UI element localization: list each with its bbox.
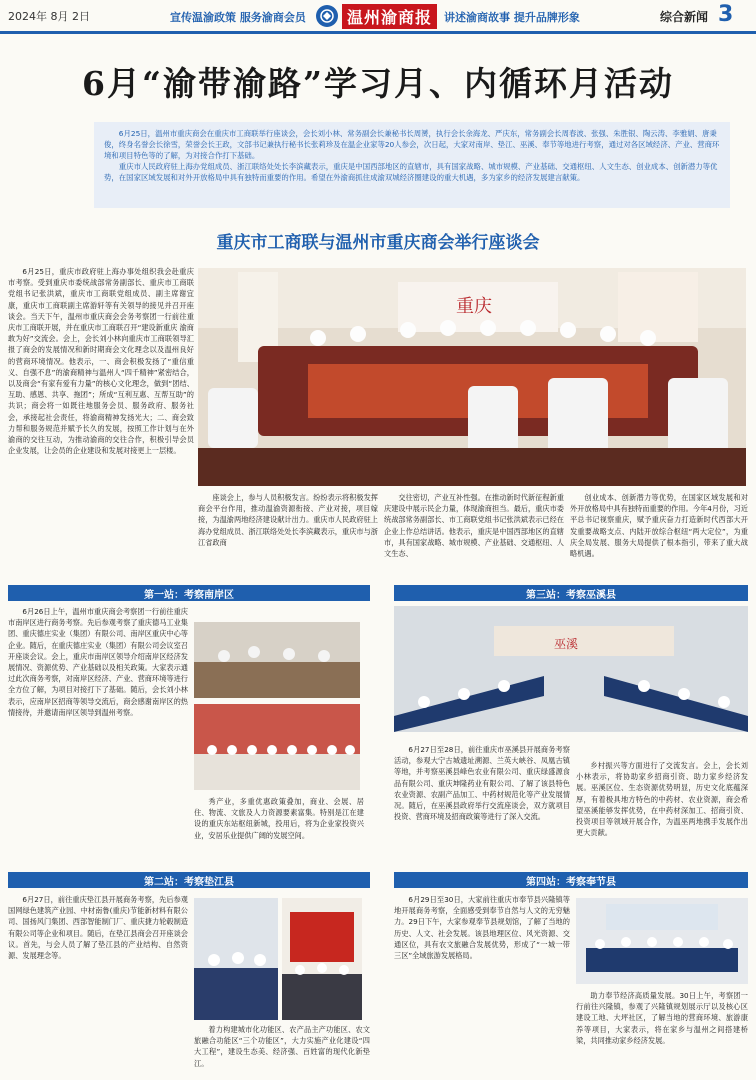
svg-text:重庆: 重庆 — [456, 296, 492, 317]
station-4-text-2 — [576, 990, 748, 1076]
station-2-header: 第二站：考察垫江县 — [8, 872, 370, 888]
station-1-text-2 — [194, 796, 364, 868]
station-4-text — [394, 894, 570, 1076]
article-subtitle: 重庆市工商联与温州市重庆商会举行座谈会 — [216, 233, 540, 253]
station-2-photo-left — [194, 898, 278, 1020]
station-3-text-2 — [576, 760, 748, 868]
logo-text: 温州渝商报 — [342, 4, 437, 29]
station-4-paragraph: 6月29日至30日，大家前往重庆市奉节县兴隆镇等地开展商务考察，全面感受到奉节自然与人文的无穷魅力。29日下午，大家参观奉节县规划馆，了解了当地的历史、人文、社会发展。该县地理区位、风光资源、交通区位，具有农文旅融合发展优势，形成了“一城一带三区”全域旅游发展格局。 — [394, 895, 570, 961]
intro-box — [94, 122, 730, 208]
station-3-photo — [394, 606, 748, 732]
section-name: 综合新闻 — [660, 10, 709, 24]
meeting-photo-main — [198, 268, 746, 486]
article-text-left: 6月25日，重庆市政府驻上海办事处组织我会赴重庆市考察。受到重庆市委统战部常务副部长、重庆市工商联党组书记张洪斌，重庆市工商联党组成员、副主席谢宜康，重庆市工商联副主席游轩等有关领导的接见并召开座谈会。当天下午，温州市重庆商会会务考察团一行前往重庆市工商联开展，并在重庆市工商联召开“建设新重庆 渝商敢为好”交流会。会上，会长刘小林向重庆市工商联领导汇报了商会的发展情况和新时期商会文化理念以及温州良好的营商环境情况。他表示，一、商会积极发扬了“重信重义、自强不息”的渝商精神与温州人“四千精神”紧密结合，以及商会“有家有爱有力量”的核心文化理念，做到“团结、互助、感恩、共享、拖团”；所成“互利互惠、互帮互助”的共识；商会将一如既往地服务会员、服务政府、服务社会，承接起社会责任，将渝商精神发扬光大；二、商会致力帮和服务规范并赋予长久的发展，按照工作计划与在外渝商的交往互动，为推动渝商的交往合作，积极引导会员企业发展，让会员的企业建设和发展对接更上一层楼。 — [8, 267, 194, 456]
station-1-photo-bottom — [194, 704, 360, 790]
page-number: 3 — [718, 2, 734, 27]
main-headline: 6月“渝带渝路”学习月、内循环月活动 — [82, 64, 674, 103]
issue-date: 2024年 8月 2日 — [8, 10, 90, 23]
article-text-b3: 创业成本、创新潜力等优势，在国家区域发展和对外开放格局中具有独特而重要的作用。今年4月份，习近平总书记视察重庆，赋予重庆奋力打造新时代西部大开发重要战略支点、内陆开放综合枢纽“两大定位”，为重庆全局发展、服务大局提供了根本指引，带来了重大战略机遇。 — [570, 493, 748, 559]
article-text-b1: 座谈会上，参与人员积极发言。纷纷表示将积极发挥商会平台作用，推动温渝资源衔接、产业对接，项目嫁接，为温渝两地经济建设献计出力。重庆市人民政府驻上海办党组成员、浙江联络处处长李滨藏表示，重庆市与浙江省政商 — [198, 493, 378, 547]
article-column-b1 — [198, 492, 378, 572]
station-2-paragraph: 6月27日，前往重庆垫江县开展商务考察，先后参观国网绿色建筑产业园、中材南鲁(重庆)节能新材料有限公司、国扬风门集团、西部智能制门厂、重庆捷力轮毂制造有限公司等企业和项目。随后，在垫江县商会召开座谈会议。首先，与会人员了解了垫江县的产业结构、自然资源、发展理念等。 — [8, 895, 188, 961]
station-3-text — [394, 744, 570, 868]
masthead — [0, 0, 756, 34]
station-2-photo-right — [282, 898, 362, 1020]
logo-emblem-icon — [316, 5, 338, 27]
svg-text:巫溪: 巫溪 — [554, 637, 579, 651]
station-1-text — [8, 606, 188, 868]
article-text-b2: 交往密切，产业互补性强。在推动新时代新征程新重庆建设中展示民企力量，体现渝商担当。最后，重庆市委统战部常务副部长、市工商联党组书记张洪斌表示已经在企业上作总结讲话。他表示，重庆是中国西部地区的直辖市，具有国家战略、城市规模、产业基础、交通枢纽、人文生态、 — [384, 493, 564, 559]
newspaper-logo — [316, 4, 437, 28]
station-4-header: 第四站：考察奉节县 — [394, 872, 748, 888]
intro-paragraph-1: 6月25日，温州市重庆商会在重庆市工商联举行座谈会，会长刘小林、常务副会长兼秘书长周赟，执行会长余海龙、严庆东，常务副会长周春波、张强、朱胜银、陶云涛、李雅娟、唐秉俊，终身名誉会长徐雪，荣誉会长王政，文部书记兼执行秘书长张莉珍及在温企业家等20人参会，次日起，大家对南岸、垫江、巫溪、奉节等地进行考察，通过对各区域经济、产业、营商环境和项目特色等的了解，为对接合作打下基础。 — [104, 129, 720, 160]
station-3-header: 第三站：考察巫溪县 — [394, 585, 748, 601]
article-column-b2 — [384, 492, 564, 572]
station-1-photo-top — [194, 622, 360, 698]
station-1-paragraph: 6月26日上午，温州市重庆商会考察团一行前往重庆市南岸区进行商务考察。先后参观考察了重庆德马工业集团、重庆德庄实业（集团）有限公司、南岸区重庆中心等企业。随后，在重庆德庄实业（集团）有限公司会议室召开座谈会议。会上，重庆市南岸区领导介绍南岸区经济发展情况、资源优势、产业基础以及相关政策。大家表示通过此次商务考察，对南岸区经济、产业、营商环境等进行全方位了解，为项目对接打下了基础。随后，会长刘小林表示，应南岸区招商等领导交流后，商会感谢南岸区的热情接待，并邀请南岸区领导到温州考察。 — [8, 607, 188, 717]
station-3-paragraph-2: 乡村振兴等方面进行了交流发言。会上，会长刘小林表示，将协助家乡招商引资、助力家乡经济发展。巫溪区位、生态资源优势明显，历史文化底蕴深厚，有着极具地方特色的中药材、农业资源，商会希望巫溪能够发挥优势，在中药材深加工、招商引资、投资项目等领域开展合作，为温巫两地携手发展作出更大贡献。 — [576, 761, 748, 838]
station-1-paragraph-2: 秀产业，多重优惠政策叠加，商业、会展、居住、物流、文旅及人力资源要素富集。特别是江在建设的重庆东站枢纽新城，投用后，将为企业家投资兴业，安居乐业提供广阔的发展空间。 — [194, 797, 364, 840]
slogan-left: 宣传温渝政策 服务渝商会员 — [170, 11, 306, 24]
station-4-paragraph-2: 助力奉节经济高质量发展。30日上午，考察团一行前往兴隆镇，参观了兴隆镇规划展示厅以及核心区建设工地、大坪社区，了解当地的营商环境、旅游康养等项目，大家表示，将在家乡与温州之间搭建桥梁，共同推动家乡经济发展。 — [576, 991, 748, 1045]
intro-paragraph-2: 重庆市人民政府驻上海办党组成员、浙江联络处处长李滨藏表示，重庆是中国西部地区的直辖市，具有国家战略、城市规模、产业基础、交通枢纽、人文生态、创业成本、创新潜力等优势，在国家区域发展和对外开放格局中具有独特而重要的作用。希望在外渝商抓住成渝双城经济圈建设的重大机遇，多为家乡的经济发展建言献策。 — [104, 162, 718, 182]
station-3-paragraph: 6月27日至28日，前往重庆市巫溪县开展商务考察活动，参观大宁古城遗址溯源、兰英大峡谷、凤凰古镇等地，并考察巫溪县峰色农业有限公司、重庆绿盛源食品有限公司、重庆坤隆药业有限公司、了解了该县特色农业资源、农副产品加工、中药材规范化等产业发展情况。随后，在巫溪县政府举行交流座谈会，双方就项目投资、营商环境及招商政策等进行了深入交流。 — [394, 745, 570, 822]
station-4-photo — [576, 898, 748, 984]
station-1-header: 第一站：考察南岸区 — [8, 585, 370, 601]
station-2-text-2 — [194, 1024, 370, 1076]
slogan-right: 讲述渝商故事 提升品牌形象 — [444, 11, 580, 24]
station-2-paragraph-2: 着力构建城市化功能区、农产品主产功能区、农文旅融合功能区“三个功能区”，大力实施产业化建设“四大工程”，建设生态美、经济强、百姓富的现代化新垫江。 — [194, 1025, 370, 1068]
article-column-b3 — [570, 492, 748, 572]
station-2-text — [8, 894, 188, 1074]
article-column-left — [8, 266, 194, 566]
